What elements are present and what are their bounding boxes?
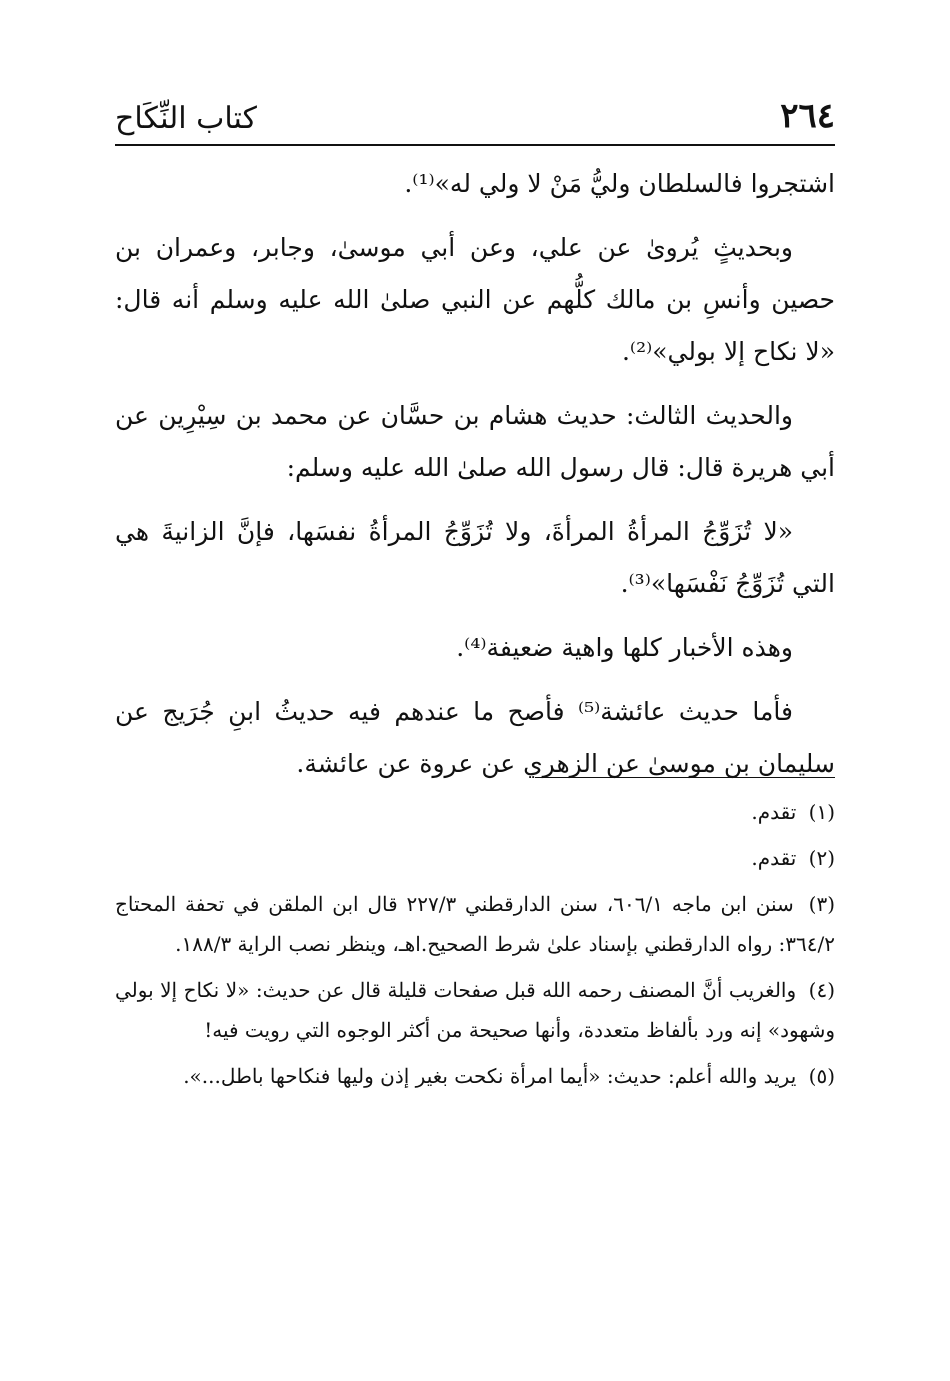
footnote-text: يريد والله أعلم: حديث: «أيما امرأة نكحت بغير إذن وليها فنكاحها باطل...». <box>183 1064 797 1088</box>
footnote-text: والغريب أنَّ المصنف رحمه الله قبل صفحات قليلة قال عن حديث: «لا نكاح إلا بولي وشهود» إنه ورد بألفاظ متعددة، وأنها صحيحة من أكثر الوجوه التي رويت فيه! <box>115 978 835 1042</box>
footnote-text: تقدم. <box>751 800 797 824</box>
footnote-3 <box>115 884 835 964</box>
footnote-number: (٥) <box>808 1064 835 1088</box>
footnote-5 <box>115 1056 835 1096</box>
footnote-text: سنن ابن ماجه ٦٠٦/١، سنن الدارقطني ٢٢٧/٣ قال ابن الملقن في تحفة المحتاج ٣٦٤/٢: رواه الدارقطني بإسناد علىٰ شرط الصحيح.اهـ، وينظر نصب الراية ١٨٨/٣. <box>115 892 835 956</box>
footnote-number: (١) <box>808 800 835 824</box>
paragraph-2: وبحديثٍ يُروىٰ عن علي، وعن أبي موسىٰ، وجابر، وعمران بن حصين وأنسِ بن مالك كلُّهم عن النبي صلىٰ الله عليه وسلم أنه قال: «لا نكاح إلا بولي»⁽²⁾. <box>115 233 835 366</box>
footnote-number: (٣) <box>808 892 835 916</box>
footnote-divider <box>535 777 835 778</box>
paragraph-3: والحديث الثالث: حديث هشام بن حسَّان عن محمد بن سِيْرِين عن أبي هريرة قال: قال رسول الله صلىٰ الله عليه وسلم: <box>115 401 835 482</box>
footnote-text: تقدم. <box>751 846 797 870</box>
main-text <box>115 158 835 802</box>
footnote-2 <box>115 838 835 878</box>
paragraph-1: اشتجروا فالسلطان وليُّ مَنْ لا ولي له»⁽¹⁾. <box>404 169 835 198</box>
footnote-4 <box>115 970 835 1050</box>
paragraph-6: فأما حديث عائشة⁽⁵⁾ فأصح ما عندهم فيه حديثُ ابنِ جُرَيج عن سليمان بن موسىٰ عن الزهري عن عروة عن عائشة. <box>115 697 835 778</box>
footnote-number: (٢) <box>808 846 835 870</box>
page-number: ٢٦٤ <box>780 96 835 136</box>
running-title: كتاب النِّكَاح <box>115 101 257 136</box>
paragraph-5: وهذه الأخبار كلها واهية ضعيفة⁽⁴⁾. <box>456 633 793 662</box>
paragraph-4: «لا تُزَوِّجُ المرأةُ المرأةَ، ولا تُزَوِّجُ المرأةُ نفسَها، فإنَّ الزانيةَ هي التي تُزَوِّجُ نَفْسَها»⁽³⁾. <box>115 517 835 598</box>
footnote-number: (٤) <box>808 978 836 1002</box>
footnotes <box>115 792 835 1102</box>
page-header <box>115 96 835 146</box>
footnote-1 <box>115 792 835 832</box>
